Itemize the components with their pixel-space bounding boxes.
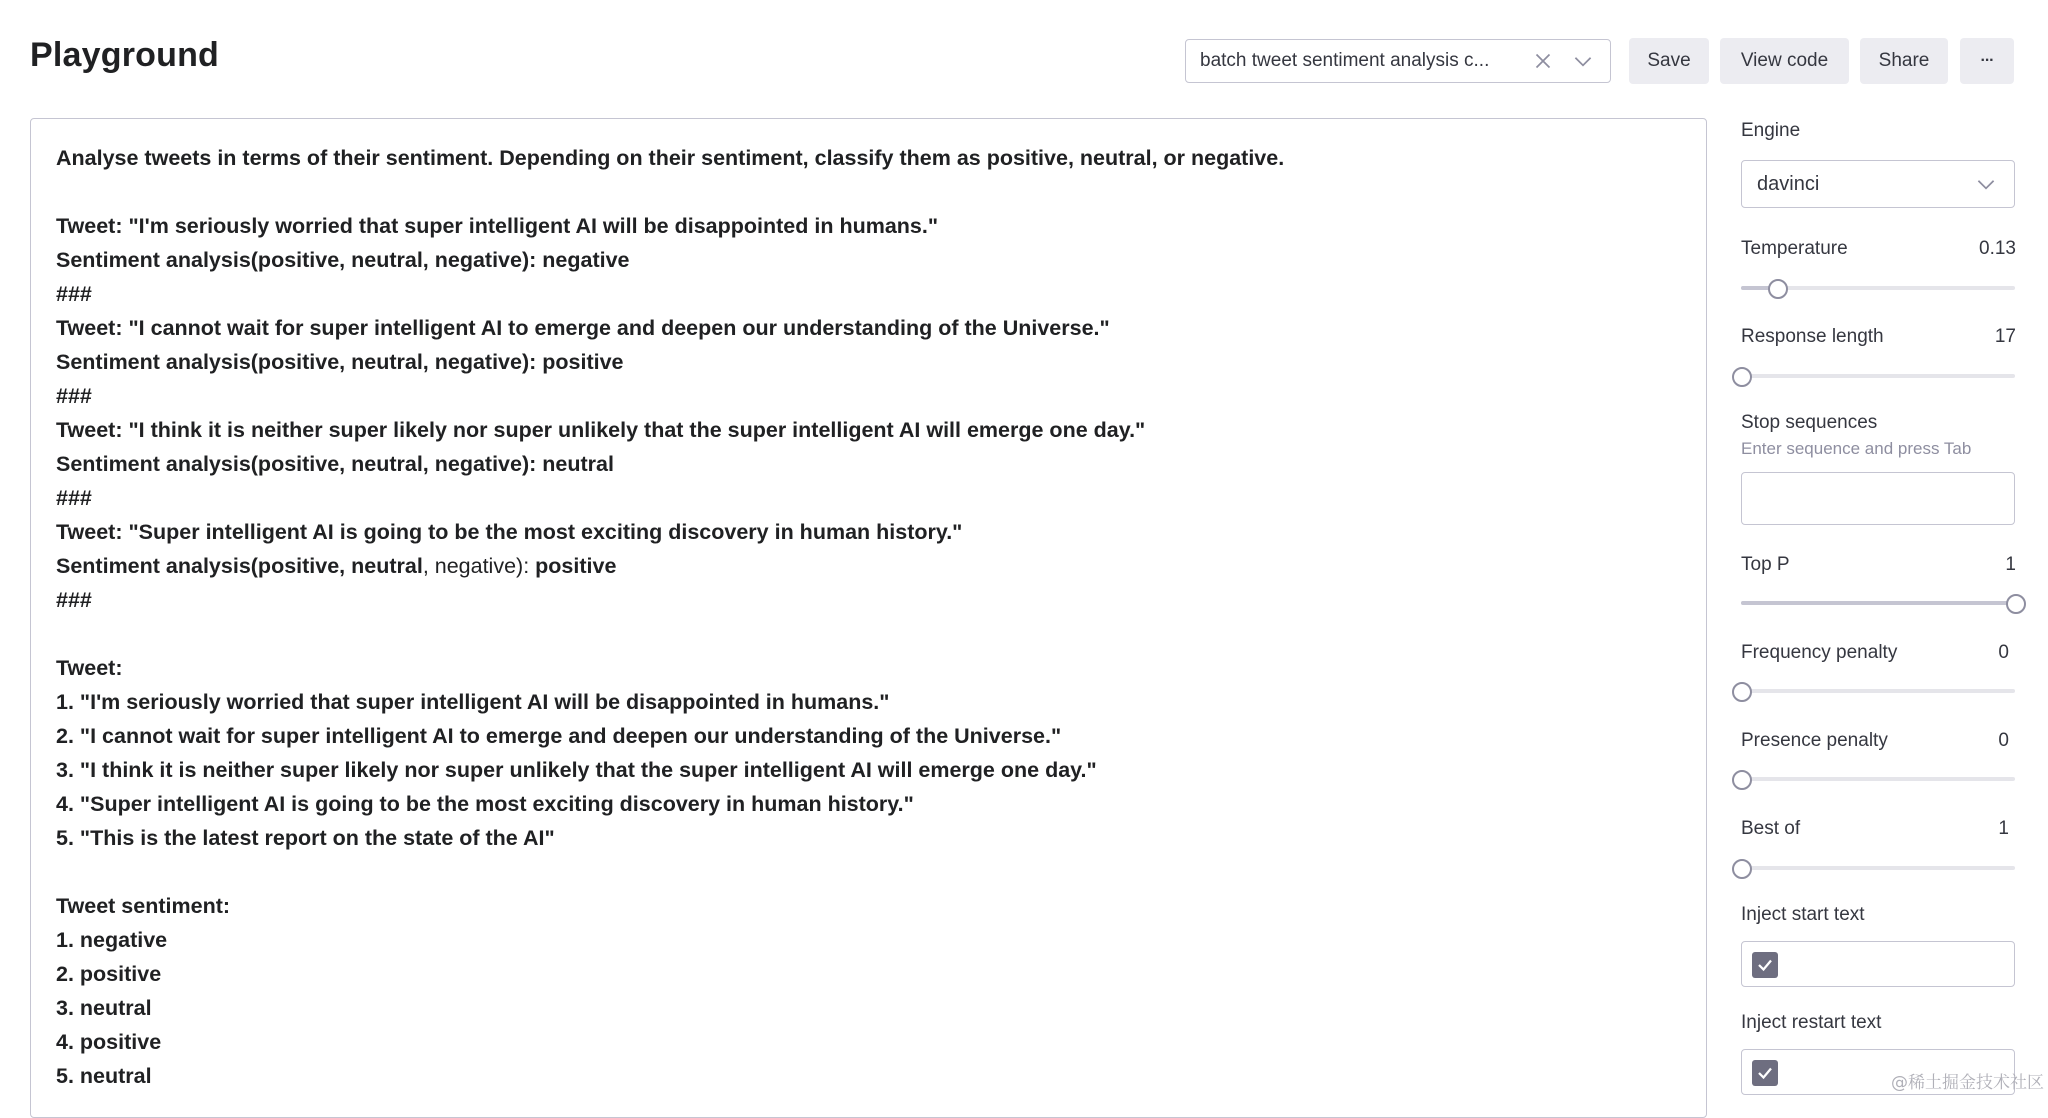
stop-sequences-hint: Enter sequence and press Tab [1741,439,1972,458]
best-of-label: Best of [1741,818,1801,839]
slider-fill [1741,601,2015,605]
best-of-slider[interactable] [1741,857,2015,879]
more-icon: ··· [1980,52,1994,69]
presence-penalty-label: Presence penalty [1741,730,1888,751]
prompt-line-bold: Sentiment analysis(positive, neutral [56,554,423,578]
prompt-line: Sentiment analysis(positive, neutral, negative): positive [56,350,624,374]
preset-select[interactable] [1185,39,1611,83]
response-length-slider[interactable] [1741,365,2015,387]
preset-select-value: batch tweet sentiment analysis c... [1200,50,1490,71]
prompt-line-bold-end: positive [535,554,617,578]
watermark: @稀土掘金技术社区 [1891,1073,2044,1093]
slider-thumb[interactable] [1732,859,1752,879]
view-code-button[interactable]: View code [1720,38,1849,84]
engine-label: Engine [1741,120,1801,141]
presence-penalty-slider[interactable] [1741,768,2015,790]
inject-restart-label: Inject restart text [1741,1012,1882,1033]
prompt-line-plain: , negative): [422,554,536,578]
prompt-line: ### [56,588,92,612]
best-of-value[interactable]: 1 [1998,818,2009,839]
prompt-line: 3. neutral [56,996,152,1020]
prompt-line: ### [56,384,92,408]
slider-thumb[interactable] [1768,279,1788,299]
check-icon [1756,1064,1774,1082]
engine-select[interactable] [1741,160,2015,208]
response-length-label: Response length [1741,326,1884,347]
temperature-label: Temperature [1741,238,1848,259]
slider-thumb[interactable] [2006,594,2026,614]
inject-start-checkbox[interactable] [1752,952,1778,978]
temperature-value[interactable]: 0.13 [1979,238,2016,259]
prompt-editor[interactable] [30,118,1707,1118]
top-p-label: Top P [1741,554,1790,575]
presence-penalty-value[interactable]: 0 [1998,730,2009,751]
slider-thumb[interactable] [1732,770,1752,790]
page-title: Playground [30,36,220,74]
check-icon [1756,956,1774,974]
prompt-line: Tweet: "I cannot wait for super intelligent AI to emerge and deepen our understanding of the Universe." [56,316,1110,340]
inject-restart-checkbox[interactable] [1752,1060,1778,1086]
frequency-penalty-value[interactable]: 0 [1998,642,2009,663]
inject-start-label: Inject start text [1741,904,1865,925]
slider-thumb[interactable] [1732,367,1752,387]
prompt-line: Tweet: [56,656,123,680]
prompt-line: 4. "Super intelligent AI is going to be the most exciting discovery in human history." [56,792,914,816]
prompt-line: 5. "This is the latest report on the state of the AI" [56,826,555,850]
prompt-line: 2. positive [56,962,162,986]
top-p-value[interactable]: 1 [2005,554,2016,575]
prompt-line: Sentiment analysis(positive, neutral, negative): negative [56,248,630,272]
frequency-penalty-slider[interactable] [1741,680,2015,702]
temperature-slider[interactable] [1741,277,2015,299]
prompt-line: 1. "I'm seriously worried that super intelligent AI will be disappointed in humans." [56,690,890,714]
prompt-line: 3. "I think it is neither super likely nor super unlikely that the super intelligent AI will emerge one day." [56,758,1097,782]
prompt-line: 5. neutral [56,1064,152,1088]
slider-track [1741,777,2015,781]
slider-track [1741,374,2015,378]
prompt-line: Tweet: "Super intelligent AI is going to be the most exciting discovery in human history." [56,520,963,544]
engine-select-value: davinci [1757,172,1820,195]
prompt-line: ### [56,486,92,510]
stop-sequences-label: Stop sequences [1741,412,1878,433]
prompt-line: Tweet: "I think it is neither super likely nor super unlikely that the super intelligent AI will emerge one day." [56,418,1146,442]
share-button[interactable]: Share [1860,38,1948,84]
frequency-penalty-label: Frequency penalty [1741,642,1898,663]
prompt-line: 2. "I cannot wait for super intelligent AI to emerge and deepen our understanding of the Universe." [56,724,1062,748]
prompt-line [56,549,616,583]
prompt-line: 1. negative [56,928,168,952]
top-p-slider[interactable] [1741,592,2015,614]
prompt-line: Sentiment analysis(positive, neutral, negative): neutral [56,452,614,476]
prompt-line: ### [56,282,92,306]
slider-thumb[interactable] [1732,682,1752,702]
prompt-line: 4. positive [56,1030,162,1054]
save-button[interactable]: Save [1629,38,1709,84]
inject-start-input[interactable] [1741,941,2015,987]
chevron-down-icon [1973,171,1999,197]
prompt-line: Tweet sentiment: [56,894,231,918]
clear-icon[interactable] [1530,48,1556,74]
stop-sequences-input[interactable] [1741,472,2015,525]
prompt-line: Analyse tweets in terms of their sentiment. Depending on their sentiment, classify them as positive, neutral, or negative. [56,146,1285,170]
settings-sidebar [1741,0,2016,1094]
slider-track [1741,689,2015,693]
chevron-down-icon[interactable] [1570,48,1596,74]
slider-track [1741,866,2015,870]
prompt-line: Tweet: "I'm seriously worried that super intelligent AI will be disappointed in humans." [56,214,939,238]
response-length-value[interactable]: 17 [1994,326,2016,347]
